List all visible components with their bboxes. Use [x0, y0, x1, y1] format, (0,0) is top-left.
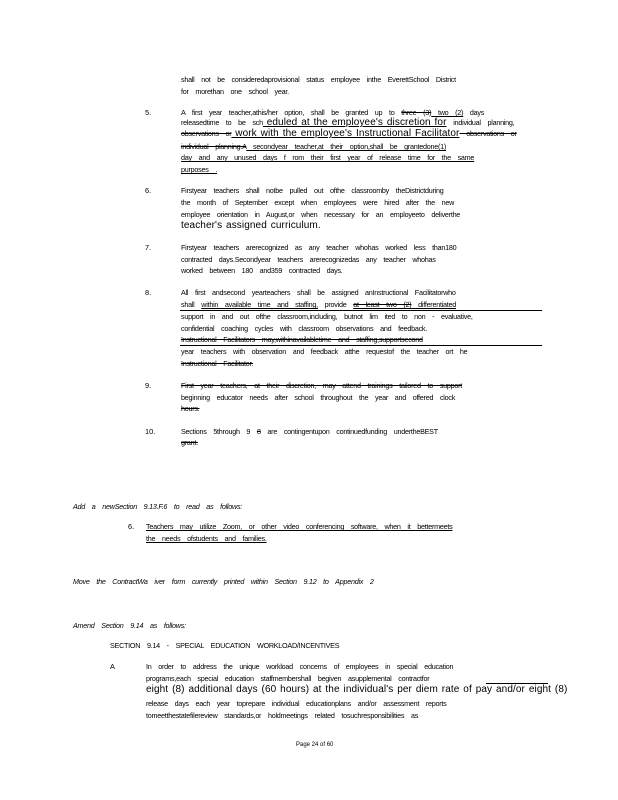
item-10-line-1 — [181, 426, 438, 437]
inserted-text: within available time and staffing, — [201, 300, 318, 309]
deleted-text: three (3) — [401, 108, 432, 117]
item-8-line-3: support in and out ofthe classroom,including, butnot lim ited to non - evaluative, — [181, 312, 473, 321]
paragraph-line: for morethan one school year. — [181, 87, 289, 96]
text-run: releasedtime to be sch — [181, 118, 263, 127]
item-5-line-2 — [181, 117, 514, 128]
item-7-line-2: contracted days.Secondyear teachers arerecognizedas any teacher whohas — [181, 255, 436, 264]
item-8-line-5: Instructional Facilitators may,withinavailabletime and staffing,supportsecond — [181, 335, 423, 344]
item-number-10: 10. — [145, 427, 156, 436]
text-run: are contingentupon continuedfunding undertheBEST — [260, 427, 438, 436]
text-run: provide — [317, 300, 354, 309]
item-a-line-3: eight (8) additional days (60 hours) at the individual's per diem rate of pay and/or eight (8) — [146, 684, 568, 695]
item-6-line-1: Firstyear teachers shall notbe pulled out ofthe classroomby theDistrictduring — [181, 186, 444, 195]
item-8-line-4: confidential coaching cycles with classroom observations and feedback. — [181, 324, 428, 333]
item-5-line-5: day and any unused days f rom their first year of release time for the same — [181, 153, 475, 162]
paragraph-line: shall not be consideredaprovisional status employee inthe EverettSchool District — [181, 75, 456, 84]
item-8-line-7: Instructional Facilitator. — [181, 359, 254, 368]
inserted-text: work with the employee's Instructional Facilitator — [231, 128, 460, 139]
item-6-line-3: employee orientation in August,or when necessary for an employeeto deliverthe — [181, 210, 461, 219]
instruction-move-form: Move the ContractWa iver form currently printed within Section 9.12 to Appendix 2 — [73, 577, 374, 586]
instruction-amend-section: Amend Section 9.14 as follows: — [73, 621, 186, 630]
item-a-line-5: tomeetthestatefilereview standards,or holdmeetings related tosuchresponsibilities as — [146, 711, 419, 720]
item-5-line-4 — [181, 141, 446, 152]
page-footer: Page 24 of 60 — [296, 742, 334, 748]
item-number-5: 5. — [145, 108, 152, 117]
item-6-line-2: the month of September except when employees were hired after the new — [181, 198, 455, 207]
item-7-line-1: Firstyear teachers arerecognized as any teacher whohas worked less than180 — [181, 243, 457, 252]
deleted-text: at least two (2) — [353, 300, 412, 309]
inserted-text: two (2) — [431, 108, 464, 117]
inserted-text: eduled at the employee's discretion for — [262, 117, 447, 128]
item-letter-a: A — [110, 662, 115, 671]
deleted-text: observations or — [181, 129, 232, 138]
item-5-line-3 — [181, 128, 517, 139]
instruction-add-section: Add a newSection 9.13.F.6 to read as follows: — [73, 502, 243, 511]
item-a-line-1: In order to address the unique workload concerns of employees in special education — [146, 662, 454, 671]
section-heading: SECTION 9.14 - SPECIAL EDUCATION WORKLOAD/INCENTIVES — [110, 641, 340, 650]
item-number-8: 8. — [145, 288, 152, 297]
item-5-line-6: purposes . — [181, 165, 218, 174]
item-number-6b: 6. — [128, 522, 135, 531]
inserted-text: secondyear teacher,at their option,shall be grantedone(1) — [246, 142, 446, 151]
item-number-7: 7. — [145, 243, 152, 252]
item-9-line-2: beginning educator needs after school throughout the year and offered clock — [181, 393, 456, 402]
item-10-line-2: grant. — [181, 438, 198, 447]
text-run: individual planning, — [446, 118, 515, 127]
text-run: days — [463, 108, 485, 117]
item-6-line-4: teacher's assigned curriculum. — [181, 220, 321, 231]
item-9-line-1: First year teachers, at their discretion, may attend trainings tailored to support — [181, 381, 462, 390]
inserted-text: differentiated — [411, 300, 457, 309]
item-8-line-2 — [181, 299, 456, 310]
text-run: A first year teacher,athis/her option, shall be granted up to — [181, 108, 402, 117]
new-item-6-line-1: Teachers may utilize Zoom, or other video conferencing software, when it bettermeets — [146, 522, 453, 531]
item-8-line-1: All first andsecond yearteachers shall be assigned anInstructional Facilitatorwho — [181, 288, 456, 297]
item-a-line-2: programs,each special education staffmembershall begiven asupplemental contractfor — [146, 674, 430, 683]
item-a-line-4: release days each year toprepare individual educationplans and/or assessment reports — [146, 699, 447, 708]
deleted-text: 8 — [256, 427, 261, 436]
item-8-line-6: year teachers with observation and feedback atthe requestof the teacher ort he — [181, 347, 468, 356]
deleted-text: individual planning.A — [181, 142, 247, 151]
text-run: Sections 5through 9 — [181, 427, 257, 436]
new-item-6-line-2: the needs ofstudents and families. — [146, 534, 267, 543]
item-number-6: 6. — [145, 186, 152, 195]
text-run: shall — [181, 300, 202, 309]
item-9-line-3: hours. — [181, 404, 200, 413]
deleted-text: observations or — [459, 129, 517, 138]
item-7-line-3: worked between 180 and359 contracted days. — [181, 266, 343, 275]
item-number-9: 9. — [145, 381, 152, 390]
